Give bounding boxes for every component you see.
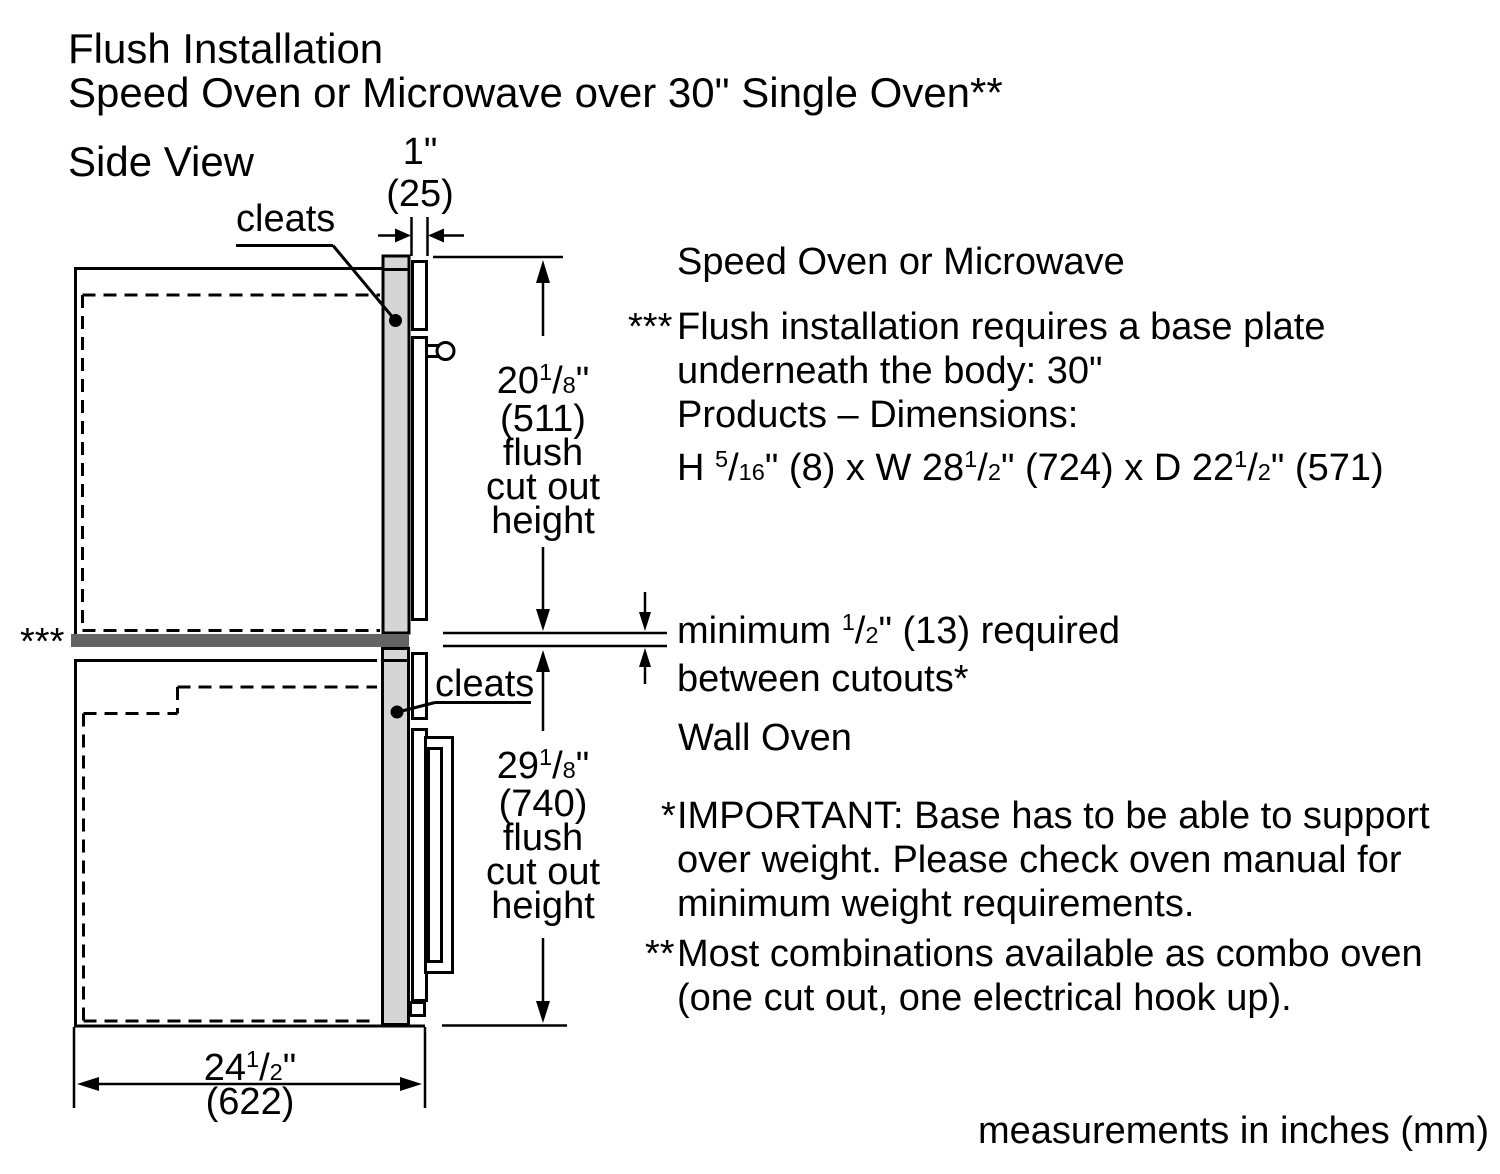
- dim-cabinet-depth-value: $24^1/2$": [203, 1046, 297, 1089]
- view-label: Side View: [68, 138, 255, 185]
- min-gap-arrowheads: [639, 612, 651, 667]
- dim-lower-cutout-mm: (740): [498, 782, 588, 825]
- page-title: [68, 27, 1003, 115]
- flush-note: Flush installation requires a base plate underneath the body: 30" Products – Dimensions: H $^5$/16" (8) x W $28^1/2$" (724) x D $22^1/2$" (571): [677, 305, 1384, 494]
- min-gap-line2: between cutouts*: [677, 657, 969, 700]
- dim-upper-cutout-mm: (511): [500, 397, 586, 440]
- dim-cabinet-depth-mm: (622): [205, 1081, 295, 1123]
- wall-oven-heading: Wall Oven: [678, 717, 852, 759]
- dim-upper-cutout-value: $20^1/8$": [496, 359, 590, 402]
- product-dimensions-line: H $^5$/16" (8) x W $28^1/2$" (724) x D $22^1/2$" (571): [677, 446, 1384, 489]
- page-title-line1: Flush Installation: [68, 25, 384, 72]
- lower-cabinet-outline: [76, 661, 378, 1027]
- lower-cleats-label: cleats: [435, 663, 535, 705]
- dim-cleat-depth-arrowheads: [395, 229, 444, 243]
- speed-oven-heading: Speed Oven or Microwave: [677, 241, 1125, 283]
- combo-note: Most combinations available as combo oven (one cut out, one electrical hook up).: [677, 933, 1423, 1019]
- upper-cabinet-outline: [76, 269, 384, 635]
- dim-lower-cutout-value: $29^1/8$": [496, 744, 590, 787]
- upper-cabinet-dashed-cutout: [83, 295, 381, 631]
- base-plate: [71, 634, 409, 647]
- min-gap-line1: minimum $^1$/2" (13) required: [677, 609, 1121, 652]
- dim-cleat-depth-lines: [378, 217, 464, 256]
- lower-cabinet-dashed-cutout: [84, 687, 378, 1021]
- min-gap-note: [677, 600, 1120, 701]
- important-note-marker: *: [661, 795, 676, 837]
- dim-lower-cutout: $29^1/8$" (740) flush cut out height: [448, 740, 638, 923]
- dim-cleat-depth-inches: 1": [402, 131, 438, 173]
- page-title-line2: Speed Oven or Microwave over 30" Single Oven**: [68, 69, 1003, 116]
- upper-oven-door: [413, 262, 427, 620]
- combo-note-marker: **: [645, 933, 675, 975]
- base-plate-marker: ***: [20, 621, 65, 663]
- upper-cleats-label: cleats: [236, 198, 336, 240]
- upper-cleats-leader: [236, 246, 401, 326]
- units-note: measurements in inches (mm): [977, 1110, 1489, 1152]
- lower-cleat-bar: [383, 649, 409, 1025]
- important-note: IMPORTANT: Base has to be able to support over weight. Please check oven manual for minimum weight requirements.: [677, 795, 1430, 925]
- dim-cleat-depth-mm: (25): [386, 173, 454, 215]
- flush-note-marker: ***: [628, 306, 673, 348]
- dim-upper-cutout: $20^1/8$" (511) flush cut out height: [448, 355, 638, 538]
